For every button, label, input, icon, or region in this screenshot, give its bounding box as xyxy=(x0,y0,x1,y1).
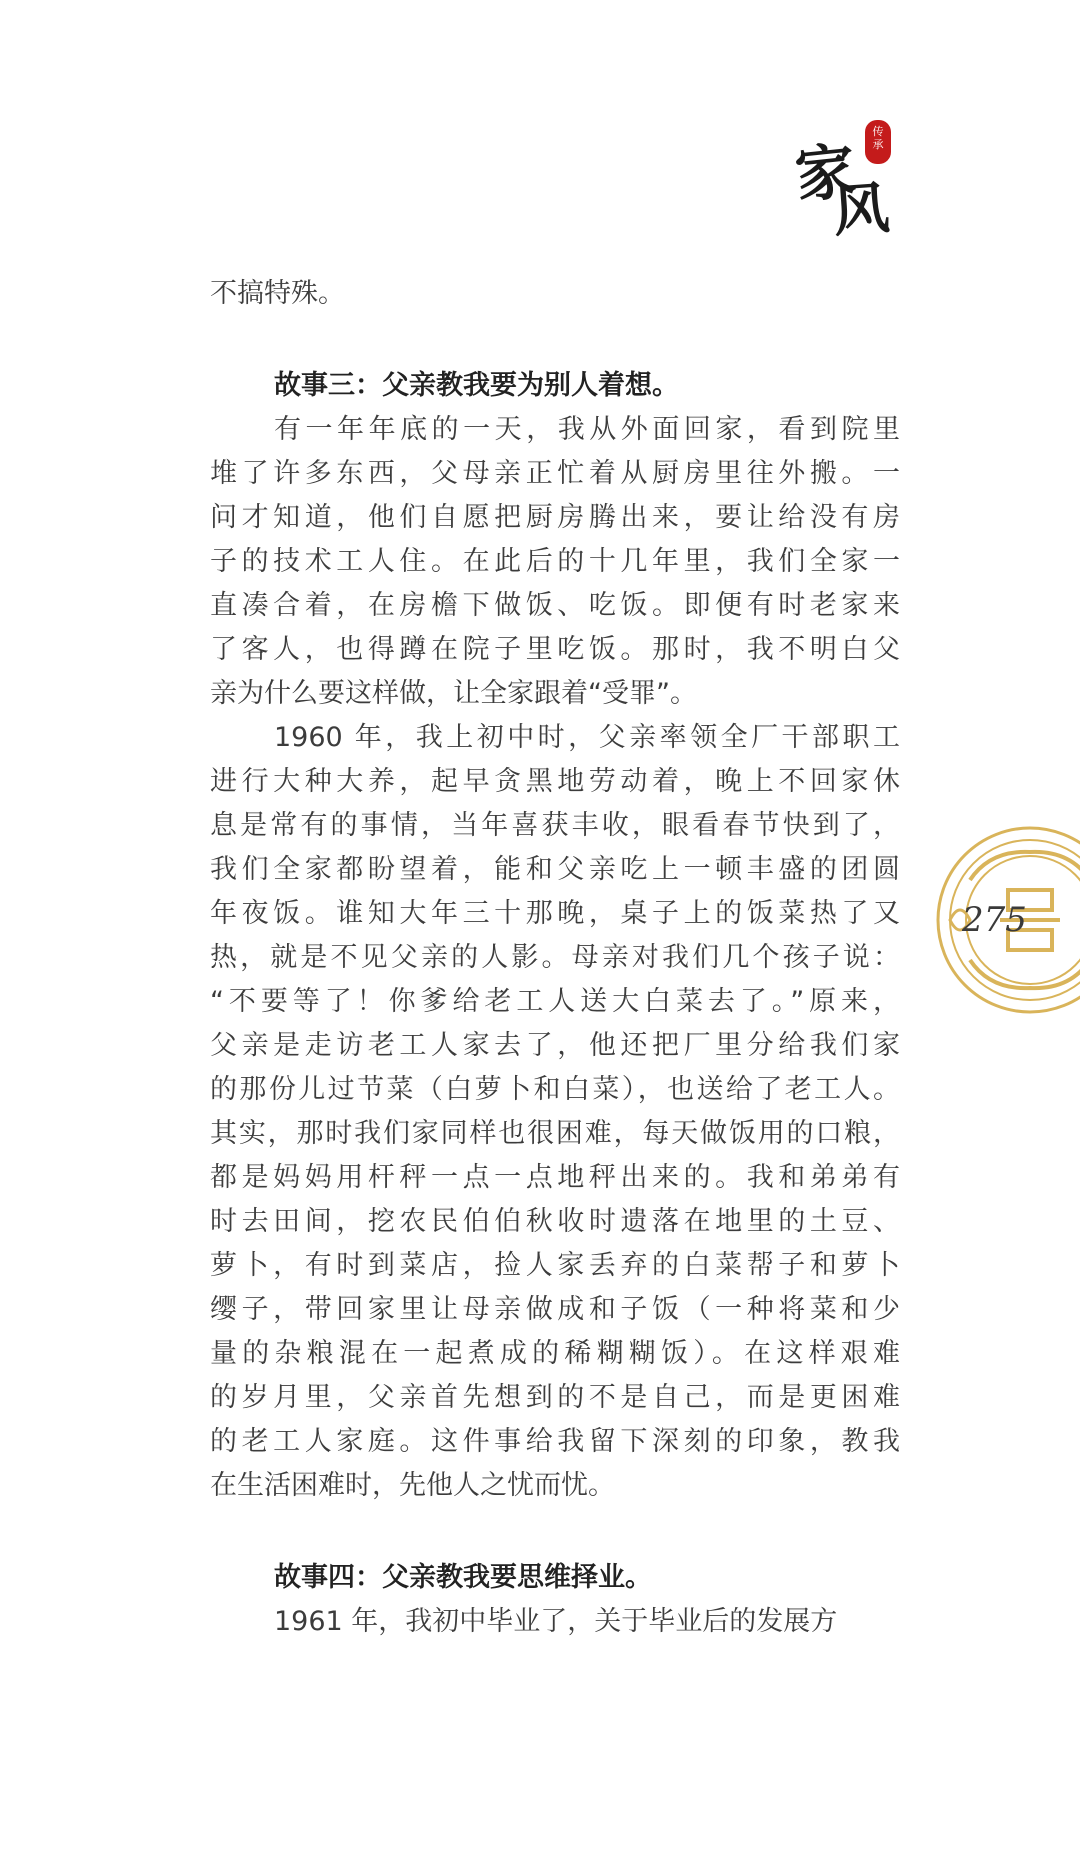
paragraph-continued xyxy=(210,272,900,316)
family-tradition-logo xyxy=(792,118,905,245)
text-line: “不要等了！你爹给老工人送大白菜去了。”原来， xyxy=(210,986,900,1017)
text-line: 直凑合着，在房檐下做饭、吃饭。即便有时老家来 xyxy=(210,590,900,621)
section-gap xyxy=(210,1508,900,1556)
text-line: 了客人，也得蹲在院子里吃饭。那时，我不明白父 xyxy=(210,634,900,665)
article-body xyxy=(210,272,900,1644)
text-line: 热，就是不见父亲的人影。母亲对我们几个孩子说： xyxy=(210,942,900,973)
text-line: 在生活困难时，先他人之忧而忧。 xyxy=(210,1470,615,1501)
text-line: 子的技术工人住。在此后的十几年里，我们全家一 xyxy=(210,546,900,577)
text-line: 的岁月里，父亲首先想到的不是自己，而是更困难 xyxy=(210,1382,900,1413)
text-line: 的老工人家庭。这件事给我留下深刻的印象，教我 xyxy=(210,1426,900,1457)
text-line: 进行大种大养，起早贪黑地劳动着，晚上不回家休 xyxy=(210,766,900,797)
text-line: 亲为什么要这样做，让全家跟着“受罪”。 xyxy=(210,678,697,709)
text-line: 年夜饭。谁知大年三十那晚，桌子上的饭菜热了又 xyxy=(210,898,900,929)
paragraph-story-three-2 xyxy=(210,716,900,1508)
paragraph-story-three-1 xyxy=(210,408,900,716)
story-three-heading: 故事三：父亲教我要为别人着想。 xyxy=(274,370,679,401)
red-seal-stamp xyxy=(865,120,891,164)
text-line: 缨子，带回家里让母亲做成和子饭（一种将菜和少 xyxy=(210,1294,900,1325)
text-line: 其实，那时我们家同样也很困难，每天做饭用的口粮， xyxy=(210,1118,900,1149)
text-line: 不搞特殊。 xyxy=(210,278,345,309)
text-line: 都是妈妈用杆秤一点一点地秤出来的。我和弟弟有 xyxy=(210,1162,900,1193)
text-line: 的那份儿过节菜（白萝卜和白菜），也送给了老工人。 xyxy=(210,1074,900,1105)
text-line: 1961 年，我初中毕业了，关于毕业后的发展方 xyxy=(274,1606,838,1637)
text-line: 我们全家都盼望着，能和父亲吃上一顿丰盛的团圆 xyxy=(210,854,900,885)
text-line: 1960 年，我上初中时，父亲率领全厂干部职工 xyxy=(274,722,900,753)
seal-char-1: 传 xyxy=(872,125,884,138)
text-line: 堆了许多东西，父母亲正忙着从厨房里往外搬。一 xyxy=(210,458,900,489)
logo-char-jia: 家 xyxy=(792,136,860,212)
text-line: 萝卜，有时到菜店，捡人家丢弃的白菜帮子和萝卜 xyxy=(210,1250,900,1281)
logo-char-feng: 风 xyxy=(831,175,892,245)
text-line: 父亲是走访老工人家去了，他还把厂里分给我们家 xyxy=(210,1030,900,1061)
text-line: 量的杂粮混在一起煮成的稀糊糊饭）。在这样艰难 xyxy=(210,1338,900,1369)
page-number: 275 xyxy=(962,900,1027,940)
text-line: 有一年年底的一天，我从外面回家，看到院里 xyxy=(274,414,900,445)
story-four-heading: 故事四：父亲教我要思维择业。 xyxy=(274,1562,652,1593)
text-line: 问才知道，他们自愿把厨房腾出来，要让给没有房 xyxy=(210,502,900,533)
text-line: 时去田间，挖农民伯伯秋收时遗落在地里的土豆、 xyxy=(210,1206,900,1237)
paragraph-story-four-1 xyxy=(210,1600,900,1644)
section-gap xyxy=(210,316,900,364)
seal-char-2: 承 xyxy=(872,138,884,151)
text-line: 息是常有的事情，当年喜获丰收，眼看春节快到了， xyxy=(210,810,900,841)
